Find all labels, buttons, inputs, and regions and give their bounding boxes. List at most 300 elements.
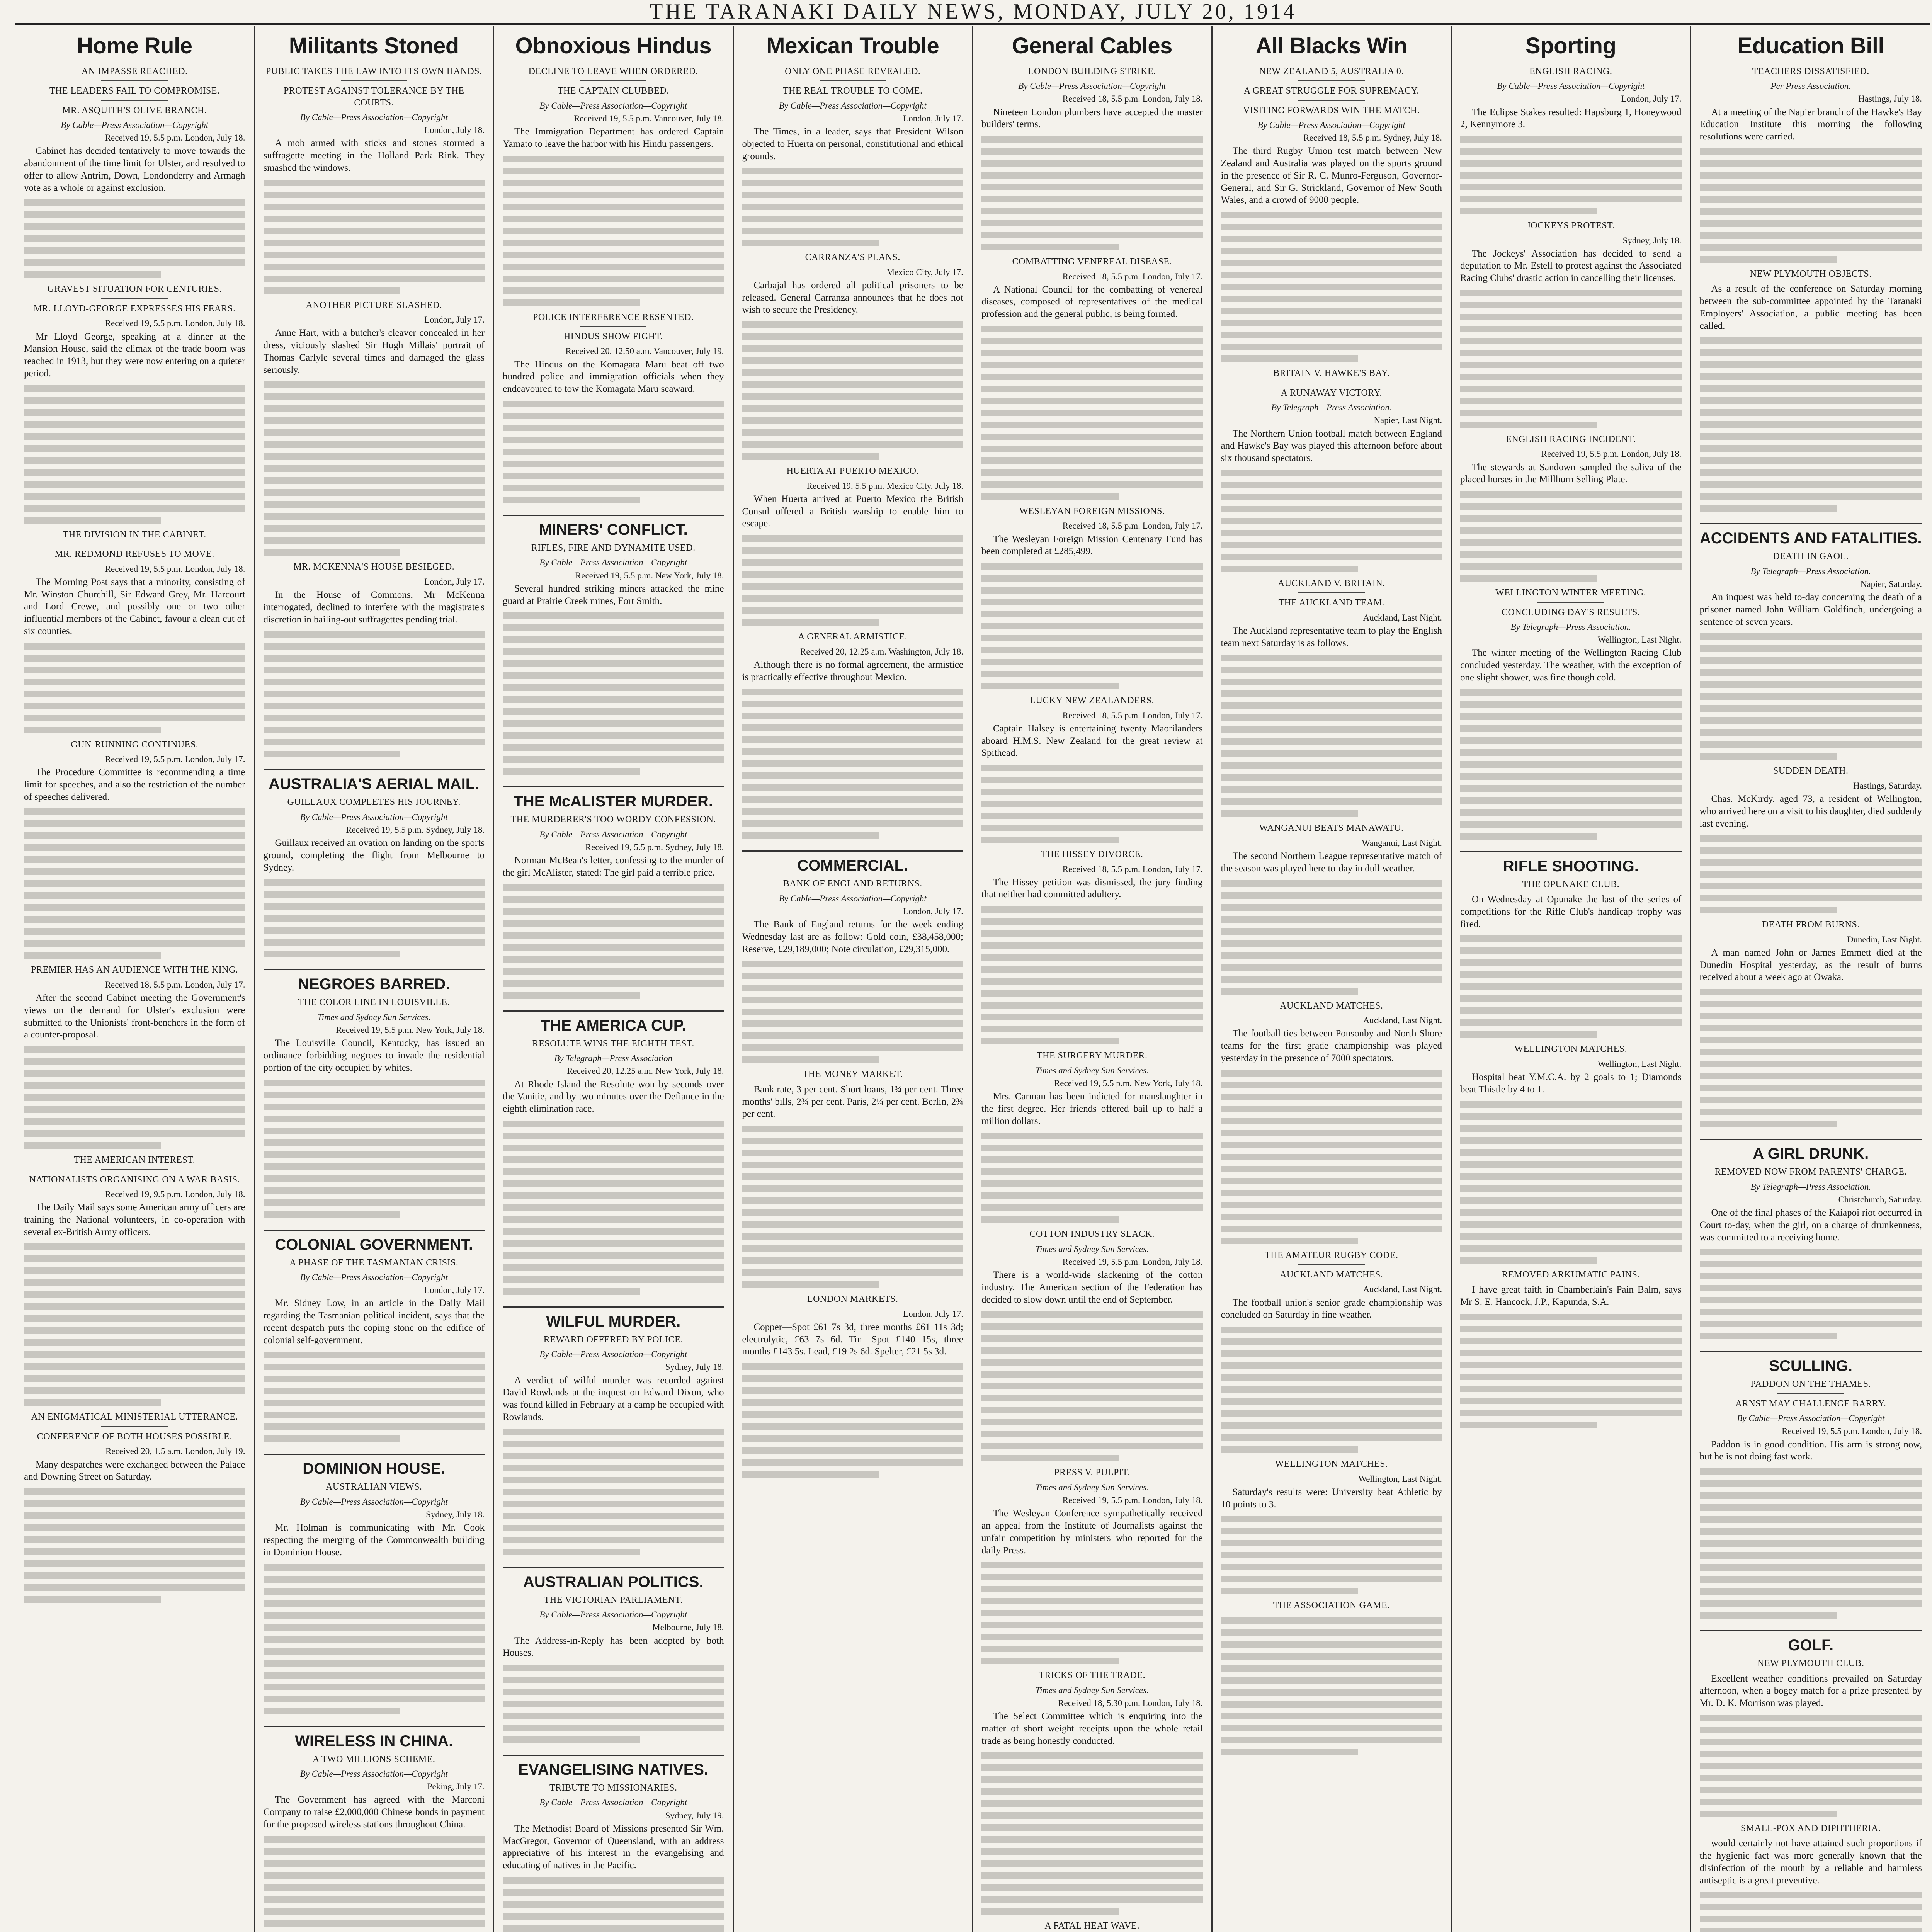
text-line [1700, 907, 1838, 913]
text-line [1221, 1665, 1442, 1672]
body-text-lines [1460, 1314, 1682, 1428]
text-line [1221, 1082, 1442, 1088]
text-line [1700, 172, 1922, 179]
story-dateline: Received 19, 5.5 p.m. Vancouver, July 18. [574, 113, 724, 123]
column-title: Obnoxious Hindus [515, 33, 712, 58]
text-line [503, 1665, 724, 1671]
text-line [1221, 344, 1442, 350]
text-line [503, 672, 724, 679]
story-subheading: WELLINGTON WINTER MEETING. [1495, 588, 1646, 598]
story-heading: RIFLE SHOOTING. [1460, 851, 1682, 875]
text-line [981, 1311, 1203, 1318]
text-line [742, 1044, 964, 1051]
story-credit: By Cable—Press Association—Copyright [1737, 1413, 1885, 1423]
text-line [1221, 726, 1442, 733]
text-line [1221, 236, 1442, 242]
text-line [1460, 1125, 1682, 1132]
story-body: The Hissey petition was dismissed, the jury finding that neither had committed adultery. [981, 877, 1203, 900]
story-subheading: TEACHERS DISSATISFIED. [1752, 66, 1869, 77]
story-subheading: COMBATTING VENEREAL DISEASE. [1012, 257, 1172, 267]
story [1460, 1043, 1682, 1263]
story [264, 769, 485, 957]
story-body: Copper—Spot £61 7s 3d, three months £61 11s 3d; electrolytic, £63 7s 6d. Tin—Spot £140 15s, three months £143 5s. Lead, £19 2s 6d. Spelter, £21 5s 3d. [742, 1321, 963, 1357]
text-line [1221, 1154, 1442, 1160]
text-line [1221, 1142, 1442, 1148]
story-dateline: Received 19, 5.5 p.m. London, July 18. [1062, 1495, 1203, 1505]
story-subheading: MR. MCKENNA'S HOUSE BESIEGED. [293, 562, 455, 572]
text-line [503, 932, 724, 939]
text-line [503, 636, 724, 643]
text-line [264, 525, 485, 532]
text-line [742, 1009, 964, 1015]
story-subheading: THE OPUNAKE CLUB. [1522, 879, 1620, 889]
story-credit: By Telegraph—Press Association [554, 1053, 673, 1063]
text-line [742, 701, 964, 707]
column-title: Sporting [1526, 33, 1616, 58]
story [981, 849, 1203, 1044]
story-subheading: MR. ASQUITH'S OLIVE BRANCH. [62, 105, 207, 116]
story-subheading: LUCKY NEW ZEALANDERS. [1030, 696, 1155, 706]
text-line [503, 684, 724, 691]
text-line [24, 1500, 245, 1507]
story-credit: By Cable—Press Association—Copyright [61, 120, 209, 130]
story-dateline: Wellington, Last Night. [1358, 1474, 1442, 1484]
text-line [1460, 338, 1682, 344]
text-line [742, 192, 964, 198]
story-dateline: Wellington, Last Night. [1597, 1059, 1682, 1069]
text-line [981, 647, 1203, 653]
text-line [981, 825, 1203, 831]
text-line [1221, 940, 1442, 947]
story [1221, 1250, 1442, 1453]
text-line [981, 1752, 1203, 1759]
story-body: A National Council for the combatting of venereal diseases, composed of representatives of the medical profession and the general public, is being formed. [981, 284, 1203, 320]
text-line [264, 1151, 485, 1158]
text-line [981, 1156, 1203, 1163]
story-dateline: Napier, Last Night. [1374, 415, 1442, 425]
text-line [503, 1453, 724, 1459]
story-heading: DOMINION HOUSE. [264, 1454, 485, 1477]
text-line [1221, 1214, 1442, 1220]
text-line [742, 357, 964, 364]
body-text-lines [1460, 491, 1682, 582]
text-line [981, 1383, 1203, 1389]
text-line [981, 1908, 1119, 1915]
text-line [981, 1359, 1203, 1366]
body-text-lines [1700, 337, 1922, 512]
body-text-lines [1700, 835, 1922, 913]
story-subheading: AUCKLAND V. BRITAIN. [1277, 578, 1385, 588]
story [503, 515, 724, 775]
text-line [503, 1513, 724, 1519]
text-line [24, 211, 245, 218]
story-subheading: DEATH FROM BURNS. [1762, 920, 1860, 930]
text-line [1221, 1641, 1442, 1648]
story-body: The Daily Mail says some American army officers are training the National volunteers, in co-operation with several ex-British Army officers. [24, 1202, 245, 1237]
story-body: One of the final phases of the Kaiapoi riot occurred in Court to-day, when the girl, on a charge of drunkenness, was committed to a receiving home. [1699, 1208, 1922, 1243]
text-line [981, 148, 1203, 155]
text-line [742, 1363, 964, 1370]
text-line [264, 549, 401, 556]
text-line [1221, 964, 1442, 971]
text-line [1700, 1061, 1922, 1067]
text-line [981, 906, 1203, 913]
text-line [264, 1884, 485, 1891]
story-body: A man named John or James Emmett died at the Dunedin Hospital yesterday, as the result of burns received about a week ago at Owaka. [1699, 947, 1922, 983]
text-line [981, 1038, 1119, 1044]
text-line [1460, 725, 1682, 732]
body-text-lines [503, 156, 724, 306]
story-credit: By Telegraph—Press Association. [1750, 1182, 1871, 1192]
text-line [742, 1257, 964, 1264]
text-line [503, 1925, 724, 1932]
text-line [24, 1387, 245, 1394]
text-line [742, 429, 964, 436]
text-line [1700, 1121, 1838, 1127]
text-line [24, 1375, 245, 1382]
text-line [742, 1375, 964, 1382]
text-line [742, 417, 964, 424]
story-body: The football ties between Ponsonby and North Shore teams for the first grade championship was played yesterday in the presence of 7000 spectators. [1221, 1028, 1442, 1063]
body-text-lines [264, 1836, 485, 1932]
body-text-lines [1221, 1617, 1442, 1755]
text-line [981, 635, 1203, 641]
text-line [1700, 1892, 1922, 1898]
text-line [742, 1056, 879, 1063]
story [264, 969, 485, 1218]
text-line [24, 832, 245, 839]
story-body: Mr. Holman is communicating with Mr. Cook respecting the merging of the Commonwealth building in Dominion House. [263, 1522, 485, 1558]
text-line [1700, 693, 1922, 700]
text-line [1700, 1516, 1922, 1523]
text-line [981, 918, 1203, 925]
text-line [742, 1423, 964, 1430]
text-line [24, 1560, 245, 1567]
body-text-lines [503, 884, 724, 999]
text-line [1700, 1600, 1922, 1607]
text-line [981, 1610, 1203, 1616]
body-text-lines [264, 1564, 485, 1714]
story-body: Mr. Sidney Low, in an article in the Daily Mail regarding the Tasmanian political incident, says that the recent despatch puts the coping stone on the edifice of colonial self-government. [263, 1298, 485, 1345]
story-dateline: Received 19, 5.5 p.m. London, July 18. [1062, 1257, 1203, 1267]
text-line [1460, 1257, 1597, 1264]
text-line [981, 1812, 1203, 1819]
text-line [264, 1187, 485, 1194]
body-text-lines [1460, 136, 1682, 214]
text-line [1700, 633, 1922, 640]
story-subheading: ONLY ONE PHASE REVEALED. [785, 66, 921, 77]
text-line [981, 659, 1203, 665]
story [264, 299, 485, 556]
text-line [981, 587, 1203, 594]
text-line [24, 820, 245, 827]
text-line [503, 744, 724, 751]
story-subheading: A TWO MILLIONS SCHEME. [313, 1754, 435, 1764]
story-body: Saturday's results were: University beat Athletic by 10 points to 3. [1221, 1486, 1442, 1510]
story-subheading: PROTEST AGAINST TOLERANCE BY THE COURTS. [283, 86, 464, 108]
body-text-lines [1700, 989, 1922, 1127]
text-line [1221, 952, 1442, 959]
text-line [264, 1660, 485, 1667]
body-text-lines [1460, 1101, 1682, 1264]
text-line [1700, 1285, 1922, 1291]
text-line [264, 915, 485, 922]
text-line [1460, 935, 1682, 942]
text-line [1460, 208, 1597, 214]
text-line [24, 1327, 245, 1334]
text-line [24, 940, 245, 947]
text-line [1460, 575, 1597, 582]
story-heading: MINERS' CONFLICT. [503, 515, 724, 538]
story-body: The Government has agreed with the Marconi Company to raise £2,000,000 Chinese bonds in payment for the proposed wireless stations throughout China. [263, 1794, 485, 1830]
text-line [264, 715, 485, 721]
text-line [981, 1764, 1203, 1771]
text-line [742, 724, 964, 731]
story-dateline: Sydney, July 18. [665, 1362, 724, 1372]
story-dateline: Received 18, 5.5 p.m. London, July 18. [1062, 94, 1203, 104]
text-line [981, 326, 1203, 332]
story-subheading: CONFERENCE OF BOTH HOUSES POSSIBLE. [37, 1431, 232, 1442]
text-line [24, 199, 245, 206]
text-line [742, 760, 964, 767]
text-line [1221, 880, 1442, 887]
body-text-lines [24, 1046, 245, 1149]
story-subheading: THE MONEY MARKET. [802, 1069, 903, 1080]
story-credit: By Telegraph—Press Association. [1271, 403, 1392, 413]
text-line [981, 1180, 1203, 1187]
story [1700, 66, 1922, 263]
text-line [1700, 397, 1922, 404]
text-line [503, 1216, 724, 1223]
text-line [1221, 1588, 1358, 1594]
text-line [503, 612, 724, 619]
text-line [1221, 272, 1442, 278]
divider [1298, 1264, 1365, 1265]
text-line [981, 1192, 1203, 1199]
story-subheading: HINDUS SHOW FIGHT. [563, 331, 663, 342]
text-line [981, 1455, 1119, 1461]
text-line [1221, 1576, 1442, 1582]
text-line [981, 683, 1119, 689]
text-line [981, 1371, 1203, 1378]
text-line [503, 920, 724, 927]
story-dateline: Hastings, Saturday. [1853, 781, 1922, 791]
text-line [1460, 362, 1682, 368]
story-body: A verdict of wilful murder was recorded against David Rowlands at the inquest on Edward Dixon, who was found killed in February at a camp he occupied with Rowlands. [503, 1375, 724, 1422]
story-dateline: London, July 17. [424, 577, 485, 587]
text-line [981, 1168, 1203, 1175]
story [742, 1068, 964, 1288]
text-line [24, 517, 161, 524]
story-dateline: Peking, July 17. [427, 1782, 485, 1792]
story-dateline: Received 19, 5.5 p.m. London, July 18. [105, 133, 245, 143]
story-heading: COMMERCIAL. [742, 850, 964, 874]
text-line [742, 1197, 964, 1204]
text-line [742, 1162, 964, 1168]
body-text-lines [264, 631, 485, 757]
text-line [981, 350, 1203, 356]
story-dateline: Auckland, Last Night. [1363, 612, 1442, 622]
story-subheading: PRESS V. PULPIT. [1054, 1468, 1130, 1478]
text-line [1221, 1422, 1442, 1429]
text-line [1700, 847, 1922, 854]
text-line [264, 192, 485, 198]
text-line [264, 691, 485, 697]
story-dateline: Received 19, 5.5 p.m. Mexico City, July 18. [806, 481, 963, 491]
text-line [503, 1465, 724, 1471]
text-line [503, 473, 724, 479]
story-credit: By Cable—Press Association—Copyright [539, 829, 687, 839]
story-body: Chas. McKirdy, aged 73, a resident of Wellington, who arrived here on a visit to his daughter, died suddenly last evening. [1699, 794, 1922, 829]
text-line [1700, 753, 1838, 760]
story [1460, 220, 1682, 428]
story-credit: By Cable—Press Association—Copyright [300, 1272, 448, 1282]
text-line [1221, 750, 1442, 757]
text-line [264, 1600, 485, 1607]
text-line [503, 168, 724, 174]
story-dateline: Received 19, 5.5 p.m. Sydney, July 18. [585, 842, 724, 852]
story-subheading: A RUNAWAY VICTORY. [1281, 388, 1382, 398]
text-line [1460, 833, 1597, 840]
text-line [503, 299, 640, 306]
text-line [264, 381, 485, 388]
text-line [1700, 385, 1922, 392]
text-line [742, 405, 964, 412]
story [1700, 1630, 1922, 1817]
text-line [503, 708, 724, 715]
body-text-lines [1221, 880, 1442, 995]
text-line [264, 1423, 485, 1430]
text-line [981, 1133, 1203, 1139]
text-line [1221, 1552, 1442, 1558]
text-line [1221, 702, 1442, 709]
text-line [1221, 518, 1442, 524]
body-text-lines [1700, 1468, 1922, 1619]
text-line [1221, 1564, 1442, 1570]
story-subheading: PUBLIC TAKES THE LAW INTO ITS OWN HANDS. [265, 66, 482, 77]
text-line [1700, 184, 1922, 191]
story-subheading: THE HISSEY DIVORCE. [1041, 849, 1143, 860]
text-line [1221, 1528, 1442, 1534]
story [1221, 367, 1442, 572]
text-line [981, 172, 1203, 179]
text-line [24, 493, 245, 500]
story [503, 1755, 724, 1932]
text-line [981, 942, 1203, 949]
story-subheading: BANK OF ENGLAND RETURNS. [783, 879, 922, 889]
story-subheading: TRICKS OF THE TRADE. [1039, 1670, 1146, 1681]
story-body: Paddon is in good condition. His arm is strong now, but he is not doing fast work. [1699, 1439, 1922, 1462]
text-line [1460, 1209, 1682, 1216]
text-line [742, 453, 879, 460]
text-line [1460, 689, 1682, 696]
text-line [1700, 871, 1922, 878]
text-line [1700, 1715, 1922, 1721]
text-line [503, 896, 724, 903]
text-line [1460, 503, 1682, 510]
text-line [264, 1400, 485, 1406]
text-line [1700, 220, 1922, 227]
text-line [1460, 713, 1682, 720]
story-heading: THE McALISTER MURDER. [503, 786, 724, 810]
text-line [981, 1884, 1203, 1891]
story-dateline: Auckland, Last Night. [1363, 1284, 1442, 1294]
text-line [1221, 224, 1442, 230]
text-line [264, 276, 485, 282]
story-body: The Auckland representative team to play the English team next Saturday is as follows. [1221, 625, 1442, 648]
story-subheading: A GREAT STRUGGLE FOR SUPREMACY. [1243, 86, 1419, 96]
story-body: The second Northern League representative match of the season was played here to-day in dull weather. [1221, 851, 1442, 874]
text-line [742, 559, 964, 566]
text-line [264, 1412, 485, 1418]
text-line [1221, 482, 1442, 488]
text-line [24, 505, 245, 512]
story-dateline: Received 18, 5.30 p.m. London, July 18. [1058, 1698, 1203, 1708]
text-line [742, 1435, 964, 1442]
text-line [1221, 1166, 1442, 1172]
text-line [1700, 1097, 1922, 1103]
text-line [264, 228, 485, 234]
text-line [503, 756, 724, 763]
story-credit: By Cable—Press Association—Copyright [1018, 81, 1166, 91]
text-line [24, 1070, 245, 1077]
text-line [264, 1388, 485, 1394]
text-line [503, 956, 724, 963]
text-line [742, 216, 964, 222]
story-body: Nineteen London plumbers have accepted the master builders' terms. [981, 107, 1203, 130]
text-line [1700, 1480, 1922, 1487]
story-subheading: COTTON INDUSTRY SLACK. [1029, 1229, 1155, 1240]
text-line [1221, 655, 1442, 661]
text-line [503, 1525, 724, 1531]
story-subheading: THE ASSOCIATION GAME. [1273, 1600, 1390, 1611]
story [264, 561, 485, 757]
text-line [503, 1180, 724, 1187]
text-line [1460, 1410, 1682, 1416]
text-line [1460, 1362, 1682, 1368]
text-line [503, 1677, 724, 1683]
story [981, 1228, 1203, 1461]
text-line [1700, 705, 1922, 712]
text-line [24, 1351, 245, 1358]
text-line [1700, 729, 1922, 736]
text-line [1221, 1410, 1442, 1417]
text-line [1700, 1468, 1922, 1475]
text-line [1700, 895, 1922, 901]
text-line [1460, 184, 1682, 190]
body-text-lines [981, 1133, 1203, 1223]
text-line [264, 240, 485, 246]
story [1221, 578, 1442, 817]
text-line [742, 1447, 964, 1454]
text-line [24, 916, 245, 923]
text-line [981, 398, 1203, 404]
story-body: The stewards at Sandown sampled the saliva of the placed horses in the Millhurn Selling Plate. [1460, 462, 1682, 485]
text-line [981, 1788, 1203, 1795]
text-line [24, 271, 161, 278]
text-line [503, 449, 724, 455]
column-title: Education Bill [1737, 33, 1884, 58]
text-line [24, 1548, 245, 1555]
story-subheading: GUILLAUX COMPLETES HIS JOURNEY. [287, 797, 461, 808]
story-dateline: Received 18, 5.5 p.m. London, July 17. [1062, 710, 1203, 720]
text-line [981, 990, 1203, 997]
text-line [264, 1364, 485, 1370]
text-line [742, 808, 964, 815]
text-line [981, 386, 1203, 392]
text-line [1700, 1249, 1922, 1255]
text-line [264, 1080, 485, 1086]
